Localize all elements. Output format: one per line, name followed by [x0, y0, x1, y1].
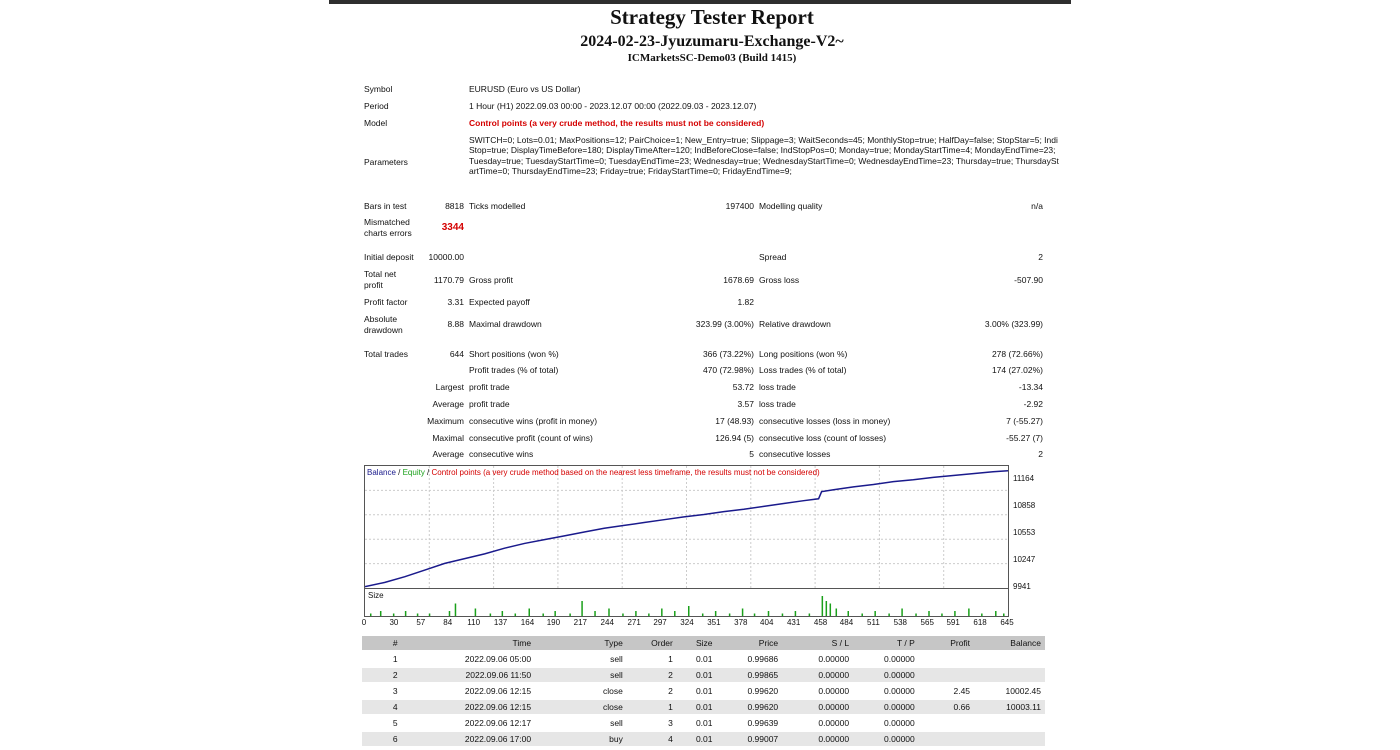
spread-label: Spread [759, 252, 787, 262]
absdd-label: Absolute [364, 314, 398, 324]
table-row [362, 700, 1045, 714]
trades-label: Total trades [364, 349, 408, 359]
table-cell: 0.01 [695, 686, 713, 696]
table-cell [919, 716, 974, 730]
x-tick-label: 511 [867, 618, 880, 627]
quality-label: Modelling quality [759, 201, 823, 211]
x-tick-label: 271 [627, 618, 641, 627]
legend-balance: Balance [367, 468, 396, 477]
table-cell: 0.00000 [853, 700, 919, 714]
ticks-value: 197400 [725, 201, 754, 211]
x-tick-label: 30 [389, 618, 399, 627]
grossloss-value: -507.90 [1014, 275, 1043, 285]
pf-label: Profit factor [364, 297, 408, 307]
deposit-value: 10000.00 [428, 252, 464, 262]
table-cell: 3 [392, 686, 398, 696]
x-tick-label: 137 [493, 618, 508, 627]
table-cell: 0.99686 [747, 654, 779, 664]
table-cell: 1 [392, 654, 398, 664]
average-label-2: Average [432, 449, 464, 459]
x-tick-label: 431 [786, 618, 801, 627]
table-cell: 1 [627, 700, 677, 714]
size-bar [475, 609, 477, 617]
size-bar [830, 604, 832, 617]
size-bar [915, 614, 917, 617]
table-cell: 0.00000 [853, 668, 919, 682]
x-tick-label: 645 [1000, 618, 1014, 627]
size-bar [393, 614, 395, 617]
mismatch-value: 3344 [441, 222, 464, 233]
table-cell: 0.01 [695, 718, 713, 728]
ticks-label: Ticks modelled [469, 201, 526, 211]
x-tick-label: 57 [416, 618, 426, 627]
col-header: Order [627, 636, 677, 650]
x-tick-label: 458 [813, 618, 828, 627]
x-tick-label: 110 [467, 618, 481, 627]
apt-value: 3.57 [737, 399, 754, 409]
maxdd-label: Maximal drawdown [469, 319, 542, 329]
table-cell: 0.99865 [716, 668, 782, 682]
table-cell: 4 [627, 732, 677, 746]
table-cell: 0.00000 [884, 654, 915, 664]
reldd-label: Relative drawdown [759, 319, 831, 329]
chart-legend [367, 468, 820, 477]
size-bar [968, 609, 970, 617]
trades-table [362, 634, 1045, 748]
grossloss-label: Gross loss [759, 275, 800, 285]
table-cell [919, 668, 974, 682]
maximal-label: Maximal [432, 433, 464, 443]
table-row [362, 716, 1045, 730]
ltrades-label: Loss trades (% of total) [759, 365, 847, 375]
x-tick-label: 618 [973, 618, 987, 627]
table-cell: sell [535, 668, 627, 682]
size-bar [417, 614, 419, 617]
long-value: 278 (72.66%) [991, 349, 1043, 359]
table-cell: 0.99620 [747, 686, 779, 696]
size-bar [502, 611, 504, 616]
table-cell: 0.01 [677, 668, 717, 682]
x-tick-label: 0 [361, 618, 367, 627]
size-bar [688, 606, 690, 616]
table-cell: 2022.09.06 12:15 [402, 700, 535, 714]
table-row [362, 684, 1045, 698]
x-tick-label: 484 [839, 618, 854, 627]
apt-label: profit trade [469, 399, 510, 409]
table-cell: 0.00000 [782, 700, 853, 714]
x-tick-label: 351 [707, 618, 721, 627]
mcl-label: consecutive losses (loss in money) [759, 416, 891, 426]
table-cell: close [602, 686, 623, 696]
maxdd-value: 323.99 (3.00%) [695, 319, 754, 329]
ptrades-label: Profit trades (% of total) [469, 365, 559, 375]
x-tick-label: 217 [573, 618, 587, 627]
parameters-value: SWITCH=0; Lots=0.01; MaxPositions=12; PairChoice=1; New_Entry=true; Slippage=3; WaitSeconds=45; MonthlyStop=true; HalfDay=false; StopStar=5; IndiStop=true; DisplayTimeBefore=180; DisplayTimeAfter=120; IndBeforeClose=false; IndStopPos=0; Monday=true; MondayStartTime=4; MondayEndTime=23; Tuesday=true; TuesdayStartTime=0; TuesdayEndTime=23; Wednesday=true; WednesdayStartTime=0; WednesdayEndTime=23; Thursday=true; ThursdayStartTime=0; ThursdayEndTime=23; Friday=true; FridayStartTime=0; FridayEndTime=9; [469, 135, 1059, 176]
y-tick-label: 10247 [1013, 555, 1036, 564]
symbol-value: EURUSD (Euro vs US Dollar) [469, 84, 581, 94]
balance-chart-svg [365, 466, 1008, 588]
size-bar [928, 611, 930, 616]
size-bar [729, 614, 731, 617]
llt-value: -13.34 [1018, 382, 1043, 392]
mcls-value: -55.27 (7) [1006, 433, 1043, 443]
size-bar [608, 609, 610, 617]
legend-sep-1: / [395, 468, 403, 477]
table-row [362, 668, 1045, 682]
size-bar [455, 604, 457, 617]
legend-equity: Equity [402, 468, 425, 477]
bars-value: 8818 [445, 201, 464, 211]
y-tick-label: 9941 [1013, 582, 1031, 591]
netprofit-value: 1170.79 [433, 275, 464, 285]
size-bar [661, 609, 663, 617]
x-tick-label: 324 [680, 618, 694, 627]
table-cell [974, 652, 1045, 666]
table-cell: sell [610, 654, 623, 664]
size-bar [742, 609, 744, 617]
size-bar [542, 614, 544, 617]
parameters-label: Parameters [364, 157, 408, 167]
table-cell: sell [610, 718, 623, 728]
payoff-label: Expected payoff [469, 297, 530, 307]
size-bar [594, 611, 596, 616]
table-cell: 0.99639 [747, 718, 779, 728]
mcl-value: 7 (-55.27) [1006, 416, 1043, 426]
table-cell: 5 [392, 718, 398, 728]
col-header: Price [716, 636, 782, 650]
table-cell: 0.01 [677, 700, 717, 714]
trades-value: 644 [449, 349, 464, 359]
reldd-value: 3.00% (323.99) [984, 319, 1043, 329]
table-cell: 0.01 [695, 654, 713, 664]
model-label: Model [364, 118, 388, 128]
size-bar [995, 611, 997, 616]
size-bar [861, 614, 863, 617]
legend-note: Control points (a very crude method based on the nearest less timeframe, the results must not be considered) [431, 468, 820, 477]
period-label: Period [364, 101, 389, 111]
table-cell: 3 [668, 718, 673, 728]
size-bar [901, 609, 903, 617]
size-bar [490, 614, 492, 617]
table-header-row [362, 636, 1045, 650]
alt-label: loss trade [759, 399, 796, 409]
size-bar [795, 611, 797, 616]
table-row [362, 652, 1045, 666]
grossprofit-label: Gross profit [469, 275, 513, 285]
long-label: Long positions (won %) [759, 349, 848, 359]
table-cell: 0.00000 [853, 732, 919, 746]
x-tick-label: 164 [520, 618, 535, 627]
size-chart-svg [365, 589, 1008, 616]
table-cell: 2.45 [953, 686, 971, 696]
size-bar [581, 601, 583, 616]
bars-label: Bars in test [364, 201, 407, 211]
absdd-value: 8.88 [447, 319, 464, 329]
ltrades-value: 174 (27.02%) [991, 365, 1043, 375]
ea-name: 2024-02-23-Jyuzumaru-Exchange-V2~ [580, 33, 844, 50]
table-row [362, 732, 1045, 746]
size-bar [380, 611, 382, 616]
size-bar [702, 614, 704, 617]
table-cell: 10002.45 [1005, 686, 1041, 696]
table-cell: 1 [668, 654, 673, 664]
table-cell: buy [535, 732, 627, 746]
acw-value: 5 [749, 449, 754, 459]
table-cell [974, 668, 1045, 682]
size-bar [449, 611, 451, 616]
table-cell: 6 [362, 732, 402, 746]
table-cell: 0.99620 [716, 700, 782, 714]
mcw-label: consecutive wins (profit in money) [469, 416, 598, 426]
table-cell: 0.00000 [818, 654, 850, 664]
size-bar [754, 614, 756, 617]
size-bar [405, 611, 407, 616]
mcw-value: 17 (48.93) [715, 416, 754, 426]
x-tick-label: 538 [893, 618, 907, 627]
top-border [329, 0, 1071, 4]
x-tick-label: 297 [653, 618, 667, 627]
balance-chart [364, 465, 1009, 589]
balance-line [365, 471, 1008, 587]
size-chart [364, 588, 1009, 617]
size-bar [941, 614, 943, 617]
table-cell: 0.00000 [782, 732, 853, 746]
size-bar [370, 614, 372, 617]
lpt-label: profit trade [469, 382, 510, 392]
size-bar [847, 611, 849, 616]
size-bar [782, 614, 784, 617]
y-tick-label: 10553 [1013, 528, 1036, 537]
legend-sep-2: / [424, 468, 432, 477]
size-bar [554, 611, 556, 616]
table-cell: 0.00000 [884, 718, 915, 728]
pf-value: 3.31 [447, 297, 464, 307]
size-bar [826, 601, 828, 616]
report-title: Strategy Tester Report [610, 5, 814, 29]
size-bar [768, 611, 770, 616]
table-cell: 0.66 [919, 700, 974, 714]
x-tick-label: 244 [600, 618, 614, 627]
size-bar [822, 596, 824, 616]
quality-value: n/a [1031, 201, 1043, 211]
col-header: Profit [919, 636, 974, 650]
x-tick-label: 565 [920, 618, 934, 627]
table-cell: 0.00000 [818, 718, 850, 728]
table-cell [919, 652, 974, 666]
x-tick-label: 591 [946, 618, 960, 627]
table-cell: 0.00000 [884, 686, 915, 696]
period-value: 1 Hour (H1) 2022.09.03 00:00 - 2023.12.07 00:00 (2022.09.03 - 2023.12.07) [469, 101, 757, 111]
table-cell: 2 [362, 668, 402, 682]
size-bar [635, 611, 637, 616]
absdd-label-2: drawdown [364, 325, 403, 335]
table-cell: 2 [668, 686, 673, 696]
table-cell: 2022.09.06 17:00 [402, 732, 535, 746]
symbol-label: Symbol [364, 84, 393, 94]
size-bar [1003, 614, 1005, 617]
table-cell [974, 732, 1045, 746]
alt-value: -2.92 [1023, 399, 1043, 409]
table-cell: 0.99007 [716, 732, 782, 746]
size-bar [981, 614, 983, 617]
table-cell: 10003.11 [974, 700, 1045, 714]
average-label: Average [432, 399, 464, 409]
size-bar [622, 614, 624, 617]
ptrades-value: 470 (72.98%) [702, 365, 754, 375]
netprofit-label-2: profit [364, 280, 383, 290]
table-cell: 2022.09.06 11:50 [402, 668, 535, 682]
col-header: T / P [853, 636, 919, 650]
col-header: S / L [782, 636, 853, 650]
size-bar [429, 614, 431, 617]
acw-label: consecutive wins [469, 449, 534, 459]
spread-value: 2 [1038, 252, 1043, 262]
mcls-label: consecutive loss (count of losses) [759, 433, 887, 443]
size-bar [569, 614, 571, 617]
col-header: Time [402, 636, 535, 650]
mcp-label: consecutive profit (count of wins) [469, 433, 593, 443]
mcp-value: 126.94 (5) [715, 433, 754, 443]
y-tick-label: 11164 [1013, 474, 1035, 483]
size-bar [515, 614, 517, 617]
size-label: Size [368, 591, 384, 600]
acl-value: 2 [1038, 449, 1043, 459]
col-header: Balance [974, 636, 1045, 650]
mismatch-label-2: charts errors [364, 228, 412, 238]
size-bar [888, 614, 890, 617]
x-tick-label: 378 [734, 618, 748, 627]
acl-label: consecutive losses [759, 449, 831, 459]
table-cell: 0.00000 [818, 686, 850, 696]
server-build: ICMarketsSC-Demo03 (Build 1415) [627, 52, 797, 64]
short-label: Short positions (won %) [469, 349, 559, 359]
x-tick-label: 404 [760, 618, 774, 627]
col-header: Type [535, 636, 627, 650]
col-header: Size [677, 636, 717, 650]
table-cell: 4 [362, 700, 402, 714]
table-cell: 0.01 [677, 732, 717, 746]
largest-label: Largest [435, 382, 464, 392]
y-tick-label: 10858 [1013, 501, 1036, 510]
x-tick-label: 190 [546, 618, 561, 627]
netprofit-label: Total net [364, 269, 397, 279]
maximum-label: Maximum [427, 416, 464, 426]
table-cell [919, 732, 974, 746]
table-cell: close [535, 700, 627, 714]
short-value: 366 (73.22%) [702, 349, 754, 359]
size-bar [674, 611, 676, 616]
grossprofit-value: 1678.69 [723, 275, 754, 285]
size-bar [809, 614, 811, 617]
model-value: Control points (a very crude method, the results must not be considered) [469, 118, 765, 128]
size-bar [528, 609, 530, 617]
deposit-label: Initial deposit [364, 252, 414, 262]
table-cell: 0.00000 [782, 668, 853, 682]
table-cell: 2 [627, 668, 677, 682]
table-cell: 2022.09.06 12:17 [464, 718, 532, 728]
payoff-value: 1.82 [737, 297, 754, 307]
size-bar [954, 611, 956, 616]
table-cell [974, 716, 1045, 730]
x-tick-label: 84 [443, 618, 453, 627]
table-cell: 2022.09.06 12:15 [464, 686, 532, 696]
llt-label: loss trade [759, 382, 796, 392]
size-bar [874, 611, 876, 616]
size-bar [836, 609, 838, 617]
lpt-value: 53.72 [732, 382, 754, 392]
size-bar [715, 611, 717, 616]
size-bar [648, 614, 650, 617]
col-header: # [362, 636, 402, 650]
mismatch-label: Mismatched [364, 217, 410, 227]
table-cell: 2022.09.06 05:00 [464, 654, 532, 664]
